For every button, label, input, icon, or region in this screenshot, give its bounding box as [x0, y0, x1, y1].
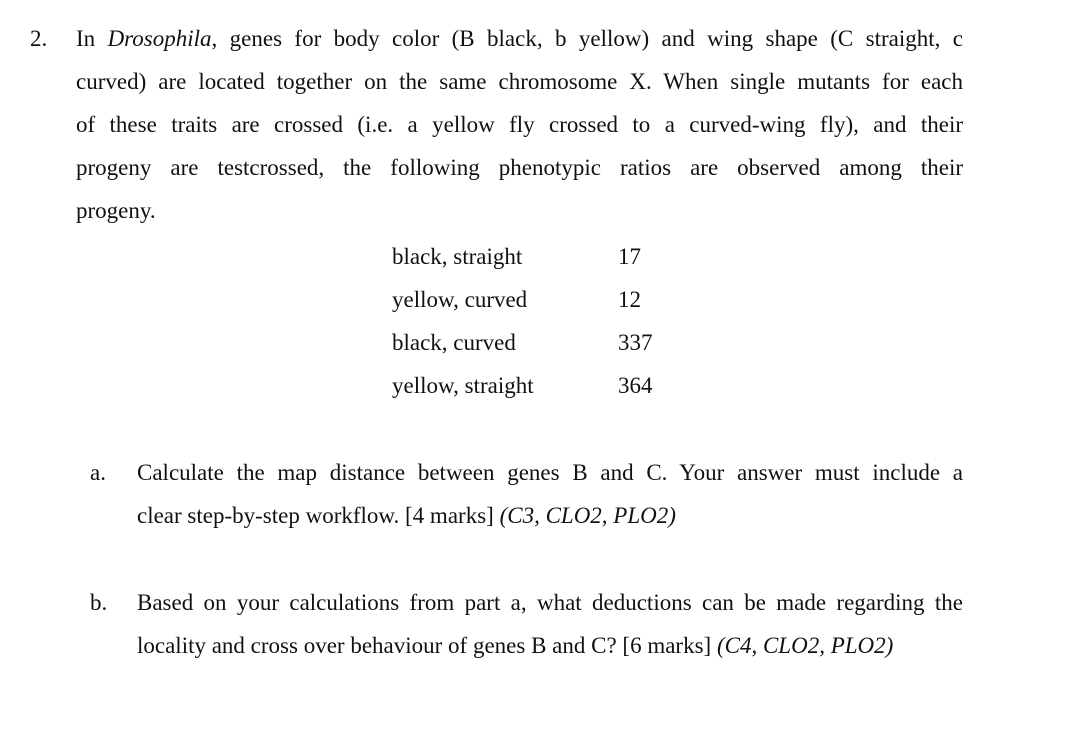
count-cell: 337	[618, 330, 653, 355]
sub-question-label: b.	[90, 590, 108, 615]
count-cell: 17	[618, 244, 641, 269]
count-cell: 12	[618, 287, 641, 312]
stem-text: In	[76, 26, 108, 51]
phenotype-table	[392, 242, 662, 414]
sub-question-line-1: Based on your calculations from part a, what deductions can be made regarding the	[137, 590, 963, 615]
learning-outcome-codes: (C3, CLO2, PLO2)	[499, 503, 676, 528]
table-row	[392, 328, 662, 371]
table-row	[392, 242, 662, 285]
table-row	[392, 285, 662, 328]
phenotype-cell: black, curved	[392, 330, 516, 355]
sub-question-text: clear step-by-step workflow. [4 marks]	[137, 503, 500, 528]
stem-line-2: curved) are located together on the same chromosome X. When single mutants for each	[76, 69, 963, 94]
sub-question-body	[137, 458, 963, 544]
count-cell: 364	[618, 373, 653, 398]
sub-question-body	[137, 588, 963, 674]
stem-line-5: progeny.	[76, 198, 156, 223]
sub-question-line-2	[137, 631, 963, 674]
sub-question-text: locality and cross over behaviour of genes B and C? [6 marks]	[137, 633, 717, 658]
stem-text: , genes for body color (B black, b yellow) and wing shape (C straight, c	[211, 26, 963, 51]
sub-question-line-1: Calculate the map distance between genes B and C. Your answer must include a	[137, 460, 963, 485]
sub-question-line-2	[137, 501, 963, 544]
phenotype-cell: yellow, curved	[392, 287, 528, 312]
stem-line-4: progeny are testcrossed, the following phenotypic ratios are observed among their	[76, 155, 963, 180]
phenotype-cell: yellow, straight	[392, 373, 534, 398]
stem-line-3: of these traits are crossed (i.e. a yellow fly crossed to a curved-wing fly), and their	[76, 112, 963, 137]
question-stem	[76, 24, 963, 239]
learning-outcome-codes: (C4, CLO2, PLO2)	[716, 633, 894, 658]
stem-line-1	[76, 24, 963, 67]
table-row	[392, 371, 662, 414]
sub-question-label: a.	[90, 460, 106, 485]
phenotype-cell: black, straight	[392, 244, 523, 269]
question-number: 2.	[30, 26, 48, 51]
species-name: Drosophila	[107, 26, 212, 51]
